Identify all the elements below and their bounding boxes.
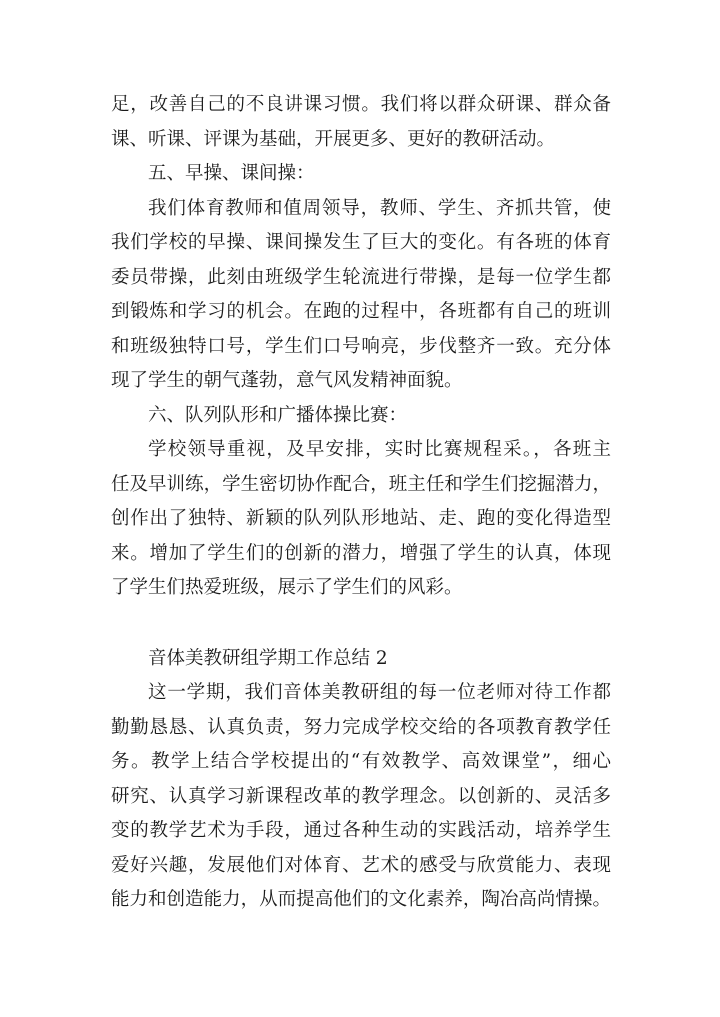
paragraph-line: 了学生们热爱班级，展示了学生们的风彩。: [111, 577, 463, 598]
paragraph-line: 我们学校的早操、课间操发生了巨大的变化。有各班的体育: [111, 232, 611, 253]
paragraph-line: 爱好兴趣，发展他们对体育、艺术的感受与欣赏能力、表现: [111, 854, 611, 876]
paragraph-line: 和班级独特口号，学生们口号响亮，步伐整齐一致。充分体: [111, 335, 611, 357]
paragraph-line: 任及早训练，学生密切协作配合，班主任和学生们挖掘潜力，: [111, 473, 611, 495]
paragraph-line: 创作出了独特、新颖的队列队形地站、走、跑的变化得造型: [111, 508, 611, 529]
paragraph-line: 务。教学上结合学校提出的“有效教学、高效课堂”，细心: [111, 751, 611, 772]
paragraph-line: 研究、认真学习新课程改革的教学理念。以创新的、灵活多: [111, 785, 611, 807]
paragraph-line: 到锻炼和学习的机会。在跑的过程中，各班都有自己的班训: [111, 301, 611, 322]
paragraph-line: 学校领导重视，及早安排，实时比赛规程采。，各班主: [148, 439, 611, 460]
paragraph-line: 这一学期，我们音体美教研组的每一位老师对待工作都: [148, 682, 611, 703]
paragraph-line: 变的教学艺术为手段，通过各种生动的实践活动，培养学生: [111, 820, 611, 841]
paragraph-line: 现了学生的朝气蓬勃，意气风发精神面貌。: [111, 370, 463, 391]
paragraph-line: 来。增加了学生们的创新的潜力，增强了学生的认真，体现: [111, 542, 611, 564]
paragraph-line: 足，改善自己的不良讲课习惯。我们将以群众研课、群众备: [111, 94, 611, 115]
paragraph-line: 能力和创造能力，从而提高他们的文化素养，陶冶高尚情操。: [111, 889, 611, 910]
paragraph-line: 课、听课、评课为基础，开展更多、更好的教研活动。: [111, 128, 556, 150]
section-heading-6: 六、队列队形和广播体操比赛：: [148, 404, 408, 426]
paragraph-gap: [111, 606, 611, 642]
paragraph-line: 委员带操，此刻由班级学生轮流进行带操，是每一位学生都: [111, 266, 611, 288]
paragraph-line: 勤勤恳恳、认真负责，努力完成学校交给的各项教育教学任: [111, 716, 611, 738]
article-title: 音体美教研组学期工作总结 2: [148, 647, 388, 669]
document-page: [111, 88, 611, 918]
section-heading-5: 五、早操、课间操：: [148, 163, 315, 184]
paragraph-line: 我们体育教师和值周领导，教师、学生、齐抓共管，使: [148, 197, 611, 219]
